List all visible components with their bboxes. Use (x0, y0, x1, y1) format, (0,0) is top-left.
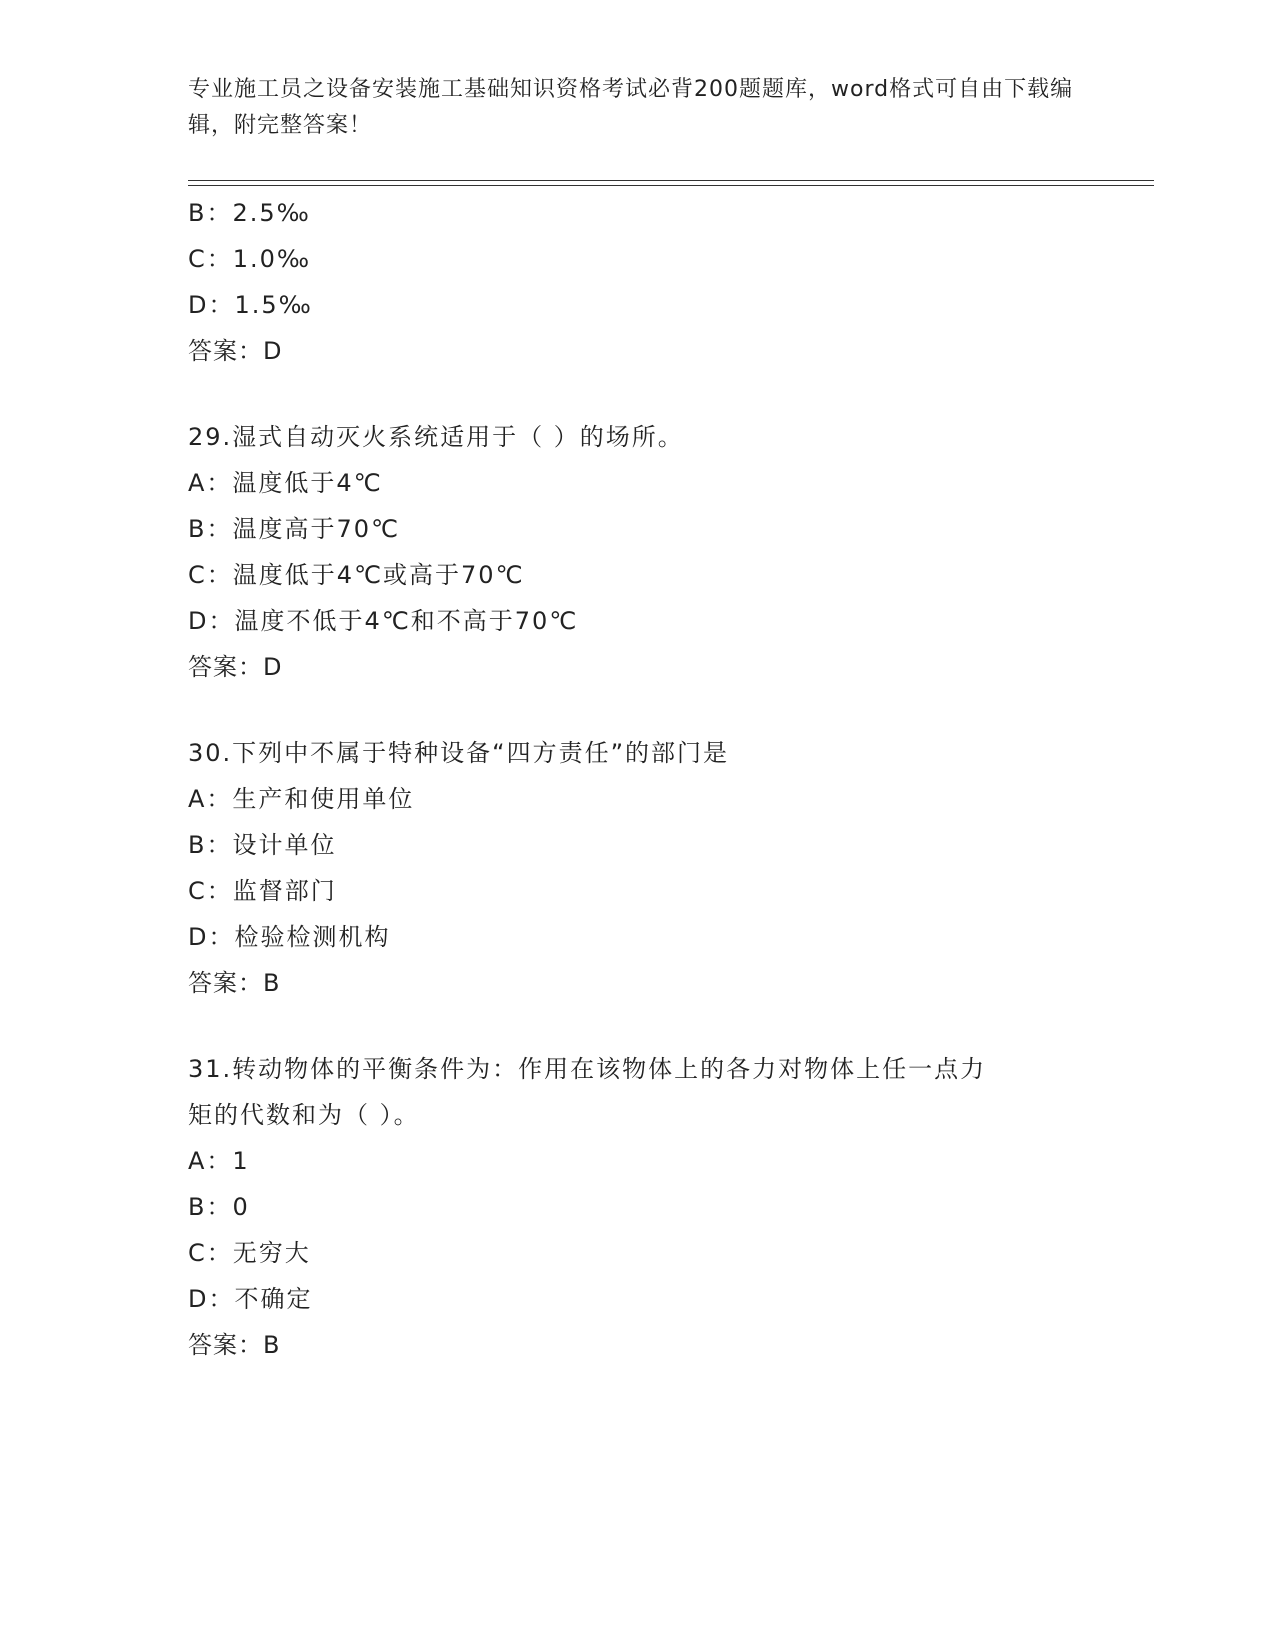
option-c: C：监督部门 (188, 877, 337, 905)
question-stem: 30.下列中不属于特种设备“四方责任”的部门是 (188, 739, 730, 767)
question-stem-line-1: 31.转动物体的平衡条件为：作用在该物体上的各力对物体上任一点力 (188, 1055, 987, 1083)
header-divider (188, 180, 1154, 186)
question-31 (188, 1046, 1088, 1368)
question-30 (188, 730, 1088, 1006)
option-a: A：温度低于4℃ (188, 469, 383, 497)
document-body (188, 190, 1088, 1368)
option-c: C：无穷大 (188, 1239, 311, 1267)
answer-line: 答案：B (188, 969, 281, 997)
question-28-continuation (188, 190, 1088, 374)
option-c: C：1.0‰ (188, 245, 312, 273)
option-b: B：0 (188, 1193, 250, 1221)
answer-line: 答案：D (188, 337, 283, 365)
document-header: 专业施工员之设备安装施工基础知识资格考试必背200题题库，word格式可自由下载编辑，附完整答案！ (188, 77, 1074, 138)
option-c: C：温度低于4℃或高于70℃ (188, 561, 525, 589)
option-d: D：温度不低于4℃和不高于70℃ (188, 607, 579, 635)
option-a: A：生产和使用单位 (188, 785, 415, 813)
option-d: D：检验检测机构 (188, 923, 391, 951)
option-b: B：设计单位 (188, 831, 337, 859)
question-29 (188, 414, 1088, 690)
option-a: A：1 (188, 1147, 250, 1175)
option-b: B：温度高于70℃ (188, 515, 400, 543)
option-b: B：2.5‰ (188, 199, 311, 227)
question-stem: 29.湿式自动灭火系统适用于（ ）的场所。 (188, 423, 684, 451)
answer-line: 答案：B (188, 1331, 281, 1359)
option-d: D：不确定 (188, 1285, 313, 1313)
question-stem-line-2: 矩的代数和为（ ）。 (188, 1101, 420, 1129)
answer-line: 答案：D (188, 653, 283, 681)
option-d: D：1.5‰ (188, 291, 313, 319)
